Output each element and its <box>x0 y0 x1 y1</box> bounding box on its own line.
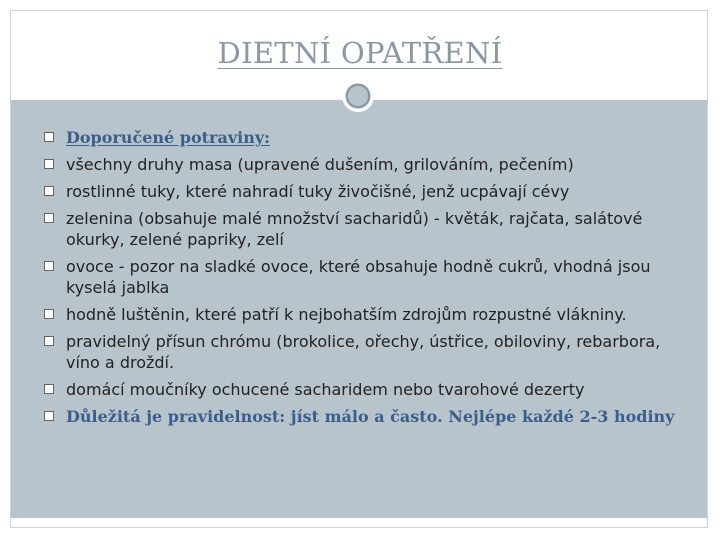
checkbox-bullet-icon <box>44 186 54 196</box>
checkbox-bullet-icon <box>44 132 54 142</box>
divider-circle-ring <box>346 84 371 109</box>
list-item-text: domácí moučníky ochucené sacharidem nebo tvarohové dezerty <box>66 380 585 399</box>
list-item-text: pravidelný přísun chrómu (brokolice, ořechy, ústřice, obiloviny, rebarbora, víno a droždí. <box>66 332 661 372</box>
list-item <box>44 154 684 175</box>
list-item <box>44 304 684 325</box>
list-item-text: Doporučené potraviny: <box>66 128 271 147</box>
list-item-text: rostlinné tuky, které nahradí tuky živočišné, jenž ucpávají cévy <box>66 182 570 201</box>
slide-title: DIETNÍ OPATŘENÍ <box>217 36 503 70</box>
checkbox-bullet-icon <box>44 159 54 169</box>
list-item <box>44 379 684 400</box>
list-item-emphasis <box>44 406 684 427</box>
list-item-text: zelenina (obsahuje malé množství sacharidů) - květák, rajčata, salátové okurky, zelené papriky, zelí <box>66 209 643 249</box>
list-item <box>44 181 684 202</box>
list-item <box>44 256 684 298</box>
checkbox-bullet-icon <box>44 261 54 271</box>
checkbox-bullet-icon <box>44 411 54 421</box>
checkbox-bullet-icon <box>44 213 54 223</box>
checkbox-bullet-icon <box>44 309 54 319</box>
checkbox-bullet-icon <box>44 384 54 394</box>
list-item <box>44 208 684 250</box>
list-item-heading <box>44 127 684 148</box>
list-item-text: Důležitá je pravidelnost: jíst málo a často. Nejlépe každé 2-3 hodiny <box>66 407 675 426</box>
bullet-list <box>44 127 684 433</box>
list-item <box>44 331 684 373</box>
checkbox-bullet-icon <box>44 336 54 346</box>
list-item-text: všechny druhy masa (upravené dušením, grilováním, pečením) <box>66 155 574 174</box>
list-item-text: hodně luštěnin, které patří k nejbohatším zdrojům rozpustné vlákniny. <box>66 305 627 324</box>
list-item-text: ovoce - pozor na sladké ovoce, které obsahuje hodně cukrů, vhodná jsou kyselá jablka <box>66 257 651 297</box>
